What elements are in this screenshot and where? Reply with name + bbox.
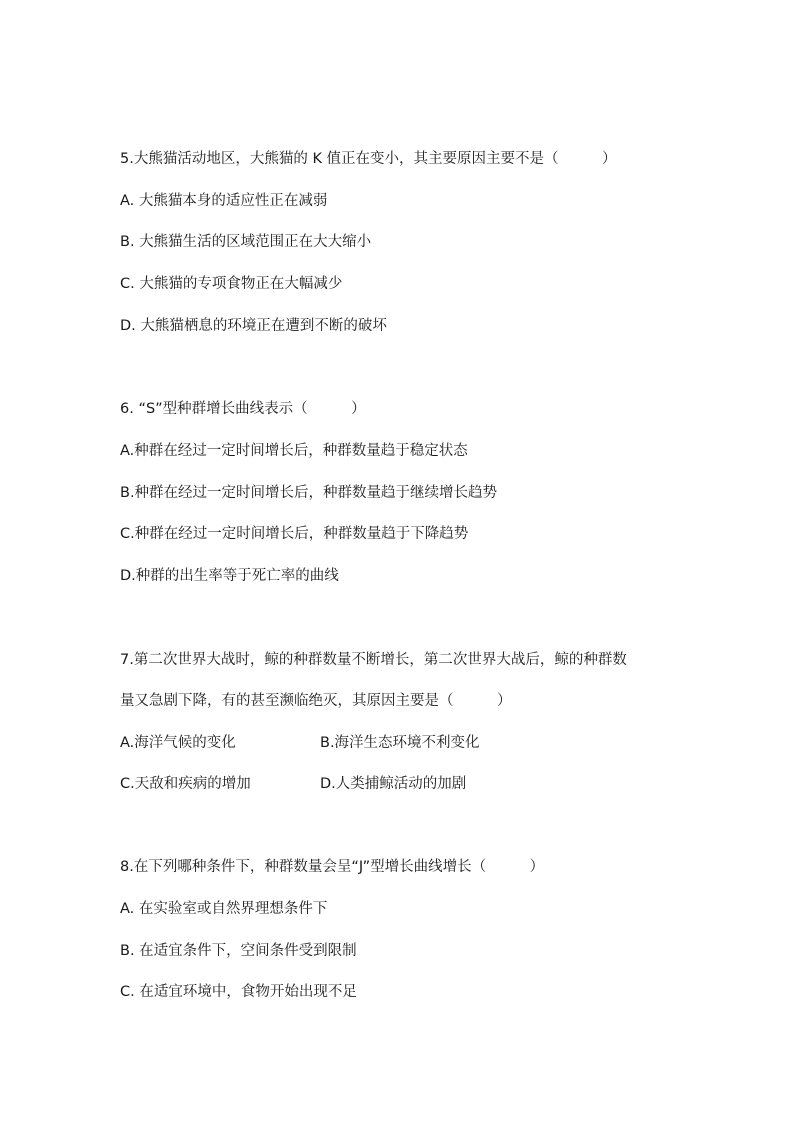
question-7-option-b: B.海洋生态环境不利变化 <box>320 735 480 751</box>
question-7-stem-line-2: 量又急剧下降，有的甚至濒临绝灭，其原因主要是（ ） <box>120 693 512 709</box>
question-7-option-c: C.天敌和疾病的增加 <box>120 776 251 792</box>
question-6-option-a: A.种群在经过一定时间增长后，种群数量趋于稳定状态 <box>120 443 468 459</box>
question-5-option-a: A. 大熊猫本身的适应性正在减弱 <box>120 193 328 209</box>
question-7-option-d: D.人类捕鲸活动的加剧 <box>320 776 467 792</box>
question-6-option-d: D.种群的出生率等于死亡率的曲线 <box>120 568 339 584</box>
question-7-stem-line-1: 7.第二次世界大战时，鲸的种群数量不断增长，第二次世界大战后，鲸的种群数 <box>120 652 627 668</box>
question-8-option-a: A. 在实验室或自然界理想条件下 <box>120 901 328 917</box>
question-5-option-d: D. 大熊猫栖息的环境正在遭到不断的破坏 <box>120 318 387 334</box>
question-5-option-b: B. 大熊猫生活的区域范围正在大大缩小 <box>120 234 372 250</box>
question-6-option-c: C.种群在经过一定时间增长后，种群数量趋于下降趋势 <box>120 526 469 542</box>
question-7-option-a: A.海洋气候的变化 <box>120 735 236 751</box>
question-8-stem: 8.在下列哪种条件下，种群数量会呈“J”型增长曲线增长（ ） <box>120 859 545 875</box>
question-6-stem: 6. “S”型种群增长曲线表示（ ） <box>120 401 366 417</box>
question-8-option-b: B. 在适宜条件下，空间条件受到限制 <box>120 943 357 959</box>
question-5-stem: 5.大熊猫活动地区，大熊猫的 K 值正在变小，其主要原因主要不是（ ） <box>120 151 617 167</box>
question-8-option-c: C. 在适宜环境中，食物开始出现不足 <box>120 984 357 1000</box>
question-5-option-c: C. 大熊猫的专项食物正在大幅减少 <box>120 276 343 292</box>
question-6-option-b: B.种群在经过一定时间增长后，种群数量趋于继续增长趋势 <box>120 485 498 501</box>
